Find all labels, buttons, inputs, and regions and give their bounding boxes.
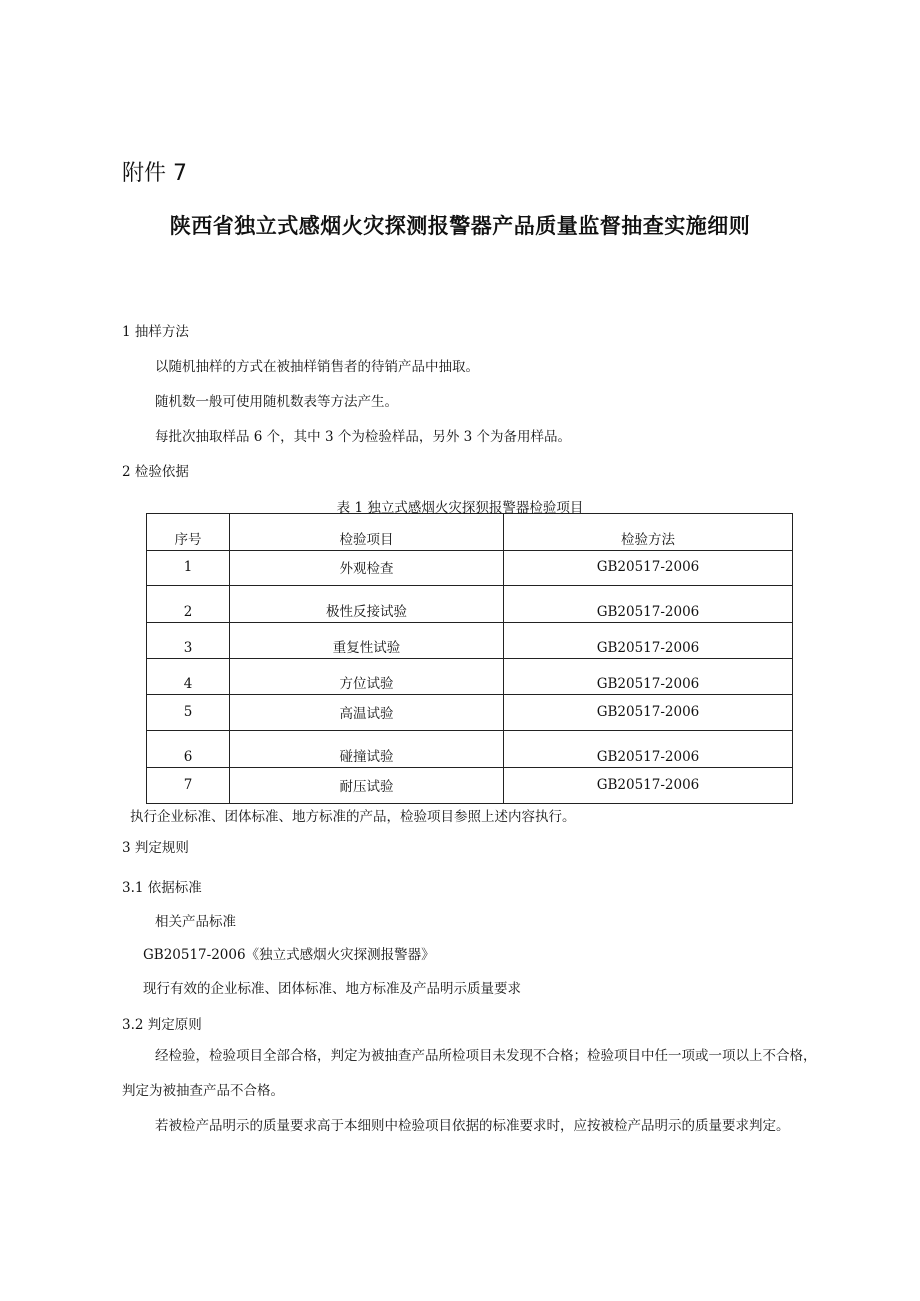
row-item: 方位试验	[230, 659, 504, 695]
table-header-row	[147, 514, 793, 551]
section-3-2-paragraph-2: 若被检产品明示的质量要求高于本细则中检验项目依据的标准要求时，应按被检产品明示的质量要求判定。	[155, 1118, 790, 1134]
row-method: GB20517-2006	[504, 586, 793, 623]
attachment-label: 附件 7	[122, 161, 187, 186]
row-item: 重复性试验	[230, 623, 504, 659]
section-1-line-1: 以随机抽样的方式在被抽样销售者的待销产品中抽取。	[155, 359, 479, 375]
section-3-1-line-2: GB20517-2006《独立式感烟火灾探测报警器》	[143, 947, 435, 963]
row-method: GB20517-2006	[504, 623, 793, 659]
row-item: 高温试验	[230, 695, 504, 731]
row-item: 极性反接试验	[230, 586, 504, 623]
table-row	[147, 768, 793, 804]
section-3-1-line-1: 相关产品标准	[155, 914, 236, 930]
row-no: 5	[147, 695, 230, 731]
table-row	[147, 551, 793, 586]
row-method: GB20517-2006	[504, 695, 793, 731]
table-row	[147, 731, 793, 768]
row-no: 7	[147, 768, 230, 804]
section-2-heading: 2 检验依据	[122, 464, 189, 480]
section-3-1-line-3: 现行有效的企业标准、团体标准、地方标准及产品明示质量要求	[143, 981, 521, 997]
row-no: 4	[147, 659, 230, 695]
inspection-items-table	[146, 513, 793, 804]
section-3-2-paragraph-1: 经检验，检验项目全部合格，判定为被抽查产品所检项目未发现不合格；检验项目中任一项或一项以上不合格，判定为被抽查产品不合格。	[122, 1048, 817, 1099]
table-row	[147, 659, 793, 695]
section-3-2-heading: 3.2 判定原则	[122, 1017, 202, 1033]
row-no: 6	[147, 731, 230, 768]
table-caption: 表 1 独立式感烟火灾探狈报警器检验项目	[336, 500, 584, 516]
row-method: GB20517-2006	[504, 768, 793, 804]
row-item: 碰撞试验	[230, 731, 504, 768]
document-title: 陕西省独立式感烟火灾探测报警器产品质量监督抽查实施细则	[169, 214, 751, 238]
row-method: GB20517-2006	[504, 551, 793, 586]
column-header-item: 检验项目	[230, 514, 504, 551]
section-1-line-3: 每批次抽取样品 6 个，其中 3 个为检验样品，另外 3 个为备用样品。	[155, 429, 572, 445]
section-3-1-heading: 3.1 依据标准	[122, 880, 202, 896]
row-no: 3	[147, 623, 230, 659]
table-row	[147, 695, 793, 731]
section-3-heading: 3 判定规则	[122, 840, 189, 856]
table-note: 执行企业标准、团体标准、地方标准的产品，检验项目参照上述内容执行。	[130, 809, 576, 825]
table-row	[147, 623, 793, 659]
row-no: 1	[147, 551, 230, 586]
table-row	[147, 586, 793, 623]
column-header-no: 序号	[147, 514, 230, 551]
section-1-heading: 1 抽样方法	[122, 324, 189, 340]
section-1-line-2: 随机数一般可使用随机数表等方法产生。	[155, 394, 398, 410]
column-header-method: 检验方法	[504, 514, 793, 551]
row-item: 外观检查	[230, 551, 504, 586]
row-method: GB20517-2006	[504, 731, 793, 768]
row-no: 2	[147, 586, 230, 623]
row-method: GB20517-2006	[504, 659, 793, 695]
row-item: 耐压试验	[230, 768, 504, 804]
